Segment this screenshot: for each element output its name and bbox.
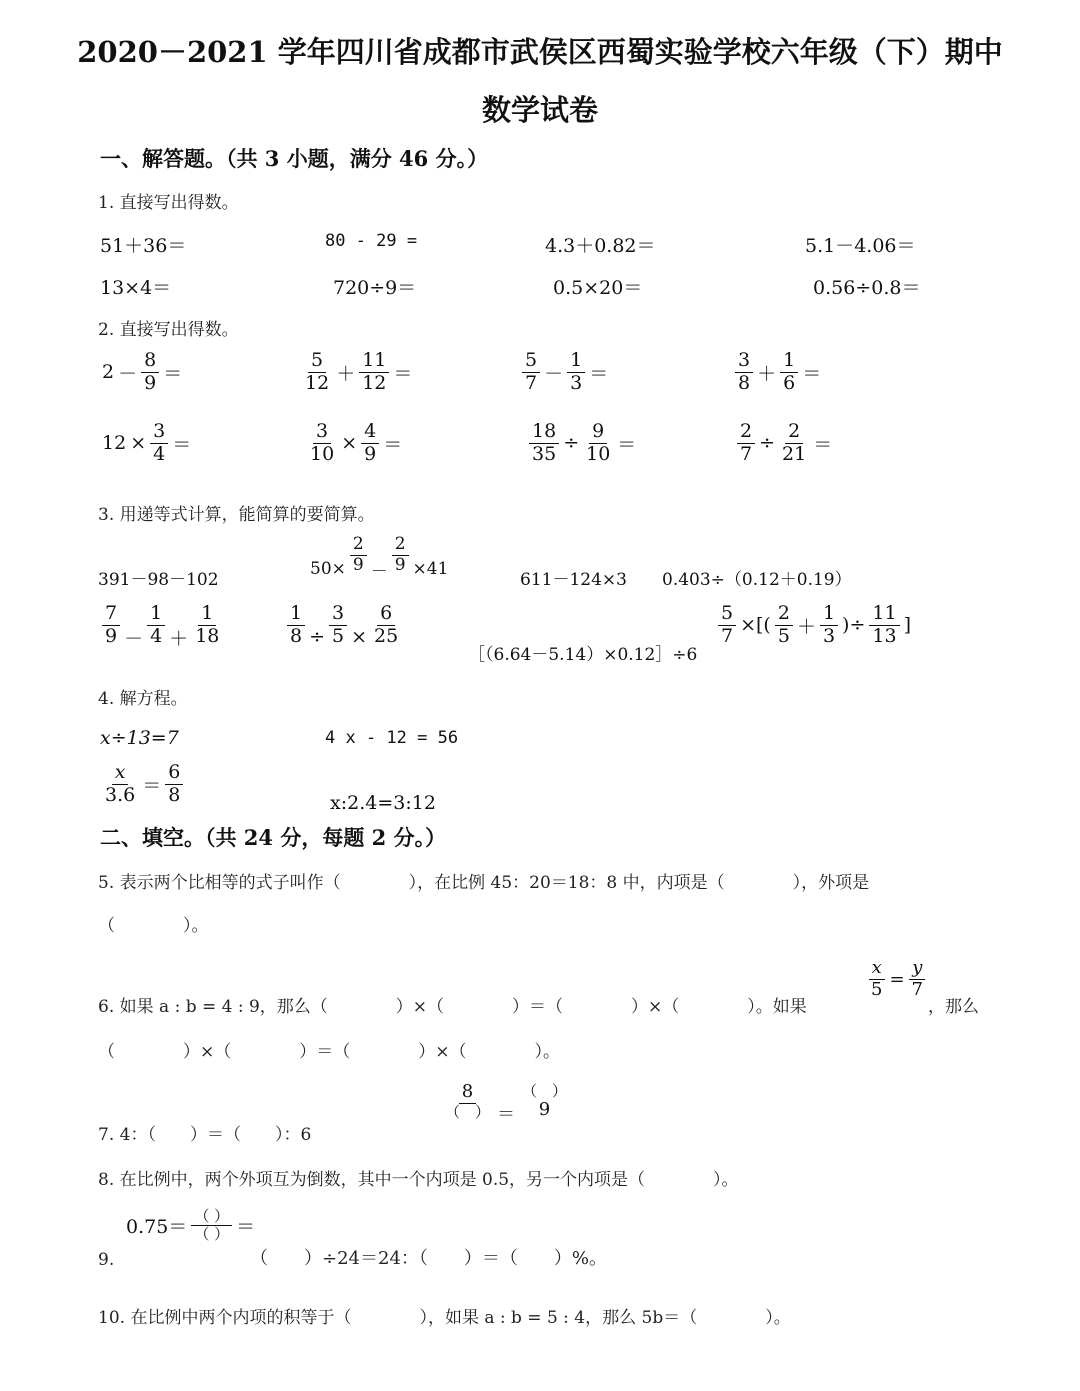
q2-e2-fraction-1 [302, 350, 332, 395]
q1-item-1: 51＋36＝ [100, 235, 187, 257]
q2-e4-fraction-1 [735, 350, 753, 395]
operator: ÷ [563, 432, 580, 455]
q2-expr-8 [735, 421, 834, 466]
q3-e8-fraction-2 [775, 603, 793, 648]
numerator: 1 [780, 350, 798, 373]
denominator: 10 [586, 442, 611, 465]
q1-item-3: 4.3＋0.82＝ [545, 235, 656, 257]
denominator: 9 [144, 371, 157, 394]
q6-after-text: ，那么 [928, 997, 979, 1017]
q4-e3-fraction-2 [165, 762, 183, 807]
q7-fraction-2 [519, 1083, 570, 1121]
denominator: 12 [362, 371, 387, 394]
equals-sign: ＝ [589, 362, 609, 385]
q2-e4-fraction-2 [780, 350, 798, 395]
denominator: 12 [305, 371, 330, 394]
q2-expr-7 [527, 421, 638, 466]
question-6-line-2: （ ）×（ ）＝（ ）×（ ）。 [98, 1042, 560, 1062]
question-4-label: 4. 解方程。 [98, 689, 188, 709]
q3-e6-fraction-1 [287, 603, 305, 648]
q3-e5-fraction-1 [102, 603, 120, 648]
denominator: 18 [195, 624, 220, 647]
question-9-number: 9. [98, 1250, 115, 1270]
integer: 12 [102, 432, 127, 455]
numerator: 9 [589, 421, 607, 444]
numerator: 7 [102, 603, 120, 626]
operator: － [124, 627, 144, 650]
q4-equation-4: x:2.4=3:12 [330, 792, 436, 814]
q2-e3-fraction-2 [567, 350, 585, 395]
prefix: 50× [310, 559, 346, 580]
q2-e8-fraction-2 [779, 421, 809, 466]
numerator: 6 [377, 603, 395, 626]
q6-proportion [866, 958, 928, 1000]
numerator: y [909, 958, 925, 980]
question-5-line-1: 5. 表示两个比相等的式子叫作（ ），在比例 45：20＝18：8 中，内项是（ ），外项是 [98, 873, 870, 893]
q1-item-2: 80 - 29 = [325, 231, 418, 251]
section-2-heading: 二、填空。（共 24 分，每题 2 分。） [100, 825, 447, 850]
numerator: 18 [529, 421, 559, 444]
numerator: 6 [165, 762, 183, 785]
q3-e8-fraction-4 [869, 603, 899, 648]
operator: ＋ [169, 627, 189, 650]
q3-e5-fraction-2 [147, 603, 165, 648]
q3-expr-6 [285, 603, 403, 648]
q1-item-4: 5.1－4.06＝ [805, 235, 916, 257]
question-7-text: 7. 4：（ ）＝（ ）：6 [98, 1125, 312, 1145]
q4-equation-2: 4 x - 12 = 56 [325, 728, 459, 748]
denominator: 5 [332, 624, 345, 647]
numerator: x [112, 762, 129, 785]
q3-expr-1: 391－98－102 [98, 570, 219, 590]
q3-expr-3: 611－124×3 [520, 570, 627, 590]
suffix: ×41 [412, 559, 449, 580]
q2-e8-fraction-1 [737, 421, 755, 466]
denominator: 8 [290, 624, 303, 647]
q2-e1-int: 2 [102, 361, 115, 384]
q3-expr-2 [308, 534, 450, 582]
operator: － [544, 362, 564, 385]
numerator: 5 [522, 350, 540, 373]
bracket-close: ] [903, 614, 911, 637]
q2-e1-fraction [141, 350, 159, 395]
q2-e3-fraction-1 [522, 350, 540, 395]
denominator: 5 [777, 624, 790, 647]
numerator: 5 [308, 350, 326, 373]
q3-expr-5 [100, 603, 224, 648]
equals-sign: = [889, 968, 905, 990]
denominator: 4 [150, 624, 163, 647]
numerator: 1 [820, 603, 838, 626]
q2-e7-fraction-2 [583, 421, 613, 466]
numerator: 2 [785, 421, 803, 444]
denominator: 7 [721, 624, 734, 647]
denominator: 9 [364, 442, 377, 465]
numerator: x [869, 958, 885, 980]
q6-fraction-y [909, 958, 926, 1000]
denominator: 21 [782, 442, 807, 465]
page-subtitle: 数学试卷 [481, 93, 598, 127]
denominator: 7 [740, 442, 753, 465]
question-2-label: 2. 直接写出得数。 [98, 320, 239, 340]
q7-fraction-1 [442, 1082, 493, 1121]
q1-item-6: 720÷9＝ [333, 277, 417, 299]
operator: ＋ [796, 615, 816, 638]
denominator: 9 [394, 554, 406, 575]
equals-sign: ＝ [172, 433, 192, 456]
q3-e6-fraction-3 [371, 603, 401, 648]
denominator: 8 [738, 371, 751, 394]
operator: × [351, 626, 368, 649]
q2-e5-fraction [150, 421, 168, 466]
numerator: 1 [287, 603, 305, 626]
equals-sign: ＝ [383, 433, 403, 456]
numerator: 3 [735, 350, 753, 373]
q1-item-5: 13×4＝ [100, 277, 172, 299]
numerator: 8 [459, 1082, 476, 1104]
q2-expr-5 [100, 421, 193, 466]
denominator: 7 [525, 371, 538, 394]
equals-sign: ＝ [393, 362, 413, 385]
operator: × [341, 432, 358, 455]
denominator: 8 [168, 783, 181, 806]
equals-sign: ＝ [142, 774, 162, 797]
q3-e6-fraction-2 [329, 603, 347, 648]
q2-expr-2 [300, 350, 414, 395]
denominator: 9 [538, 1098, 551, 1120]
q3-expr-4: 0.403÷（0.12＋0.19） [662, 570, 852, 590]
division: )÷ [842, 614, 866, 637]
equals-sign: ＝ [236, 1216, 256, 1239]
q3-e2-fraction-1 [350, 535, 367, 575]
operator: ＋ [757, 362, 777, 385]
denominator: 9 [352, 554, 364, 575]
equals-sign: ＝ [163, 362, 183, 385]
numerator: 11 [359, 350, 389, 373]
numerator: 2 [392, 535, 409, 556]
question-3-label: 3. 用递等式计算，能简算的要简算。 [98, 505, 375, 525]
equals-sign: ＝ [497, 1104, 516, 1126]
denominator: 4 [153, 442, 166, 465]
q2-expr-3 [520, 350, 610, 395]
operator: ÷ [759, 432, 776, 455]
denominator: 3 [822, 624, 836, 647]
numerator: 5 [718, 603, 736, 626]
q3-expr-7: ［（6.64－5.14）×0.12］÷6 [468, 645, 698, 665]
denominator: 5 [871, 978, 883, 1000]
q2-expr-4 [733, 350, 823, 395]
denominator: 9 [105, 624, 118, 647]
denominator: 6 [783, 371, 796, 394]
numerator: 2 [737, 421, 755, 444]
equals-sign: ＝ [617, 433, 637, 456]
operator: ÷ [309, 626, 326, 649]
numerator-blank[interactable]: （ ） [522, 1081, 568, 1100]
numerator: 11 [869, 603, 899, 626]
q1-item-8: 0.56÷0.8＝ [813, 277, 921, 299]
denominator: 25 [374, 624, 399, 647]
numerator: 4 [361, 421, 379, 444]
numerator: 2 [775, 603, 793, 626]
q6-fraction-x [868, 958, 885, 1000]
q3-e5-fraction-3 [192, 603, 222, 648]
q9-expression-start [124, 1208, 257, 1244]
numerator: 2 [350, 535, 367, 556]
numerator: 3 [329, 603, 347, 626]
question-1-label: 1. 直接写出得数。 [98, 193, 239, 213]
denominator-blank[interactable]: （ ） [445, 1102, 491, 1121]
numerator: 1 [198, 603, 216, 626]
numerator: 1 [567, 350, 585, 373]
question-8-text: 8. 在比例中，两个外项互为倒数，其中一个内项是 0.5，另一个内项是（ ）。 [98, 1170, 739, 1190]
numerator-blank[interactable]: （ ） [191, 1208, 232, 1226]
numerator: 8 [141, 350, 159, 373]
denominator: 10 [310, 442, 335, 465]
q3-e8-fraction-3 [820, 603, 838, 648]
q4-e3-fraction-1 [102, 762, 138, 807]
q2-e6-fraction-1 [307, 421, 337, 466]
operator: × [130, 432, 147, 455]
denominator: 3 [570, 371, 583, 394]
denominator-blank[interactable]: （ ） [194, 1225, 230, 1244]
operator: － [370, 561, 388, 582]
equals-sign: ＝ [813, 433, 833, 456]
q1-item-7: 0.5×20＝ [553, 277, 643, 299]
q2-e1-op: － [118, 362, 138, 385]
numerator: 1 [147, 603, 165, 626]
denominator: 7 [911, 978, 923, 1000]
q3-expr-8 [716, 603, 913, 648]
q9-fraction [191, 1208, 232, 1244]
denominator: 35 [532, 442, 557, 465]
q2-e2-fraction-2 [359, 350, 389, 395]
numerator: 3 [150, 421, 168, 444]
q3-e8-fraction-1 [718, 603, 736, 648]
operator: ＋ [336, 362, 356, 385]
page-title: 2020－2021 学年四川省成都市武侯区西蜀实验学校六年级（下）期中 [77, 35, 1003, 69]
q4-equation-3 [100, 762, 185, 807]
q2-e6-fraction-2 [361, 421, 379, 466]
denominator: 3.6 [105, 783, 136, 806]
section-1-heading: 一、解答题。（共 3 小题，满分 46 分。） [100, 146, 489, 171]
q2-expr-6 [305, 421, 404, 466]
question-6-line-1: 6. 如果 a : b = 4 : 9，那么（ ）×（ ）＝（ ）×（ ）。如果 [98, 997, 807, 1017]
decimal-value: 0.75＝ [126, 1216, 188, 1239]
equals-sign: ＝ [802, 362, 822, 385]
bracket-open: ×[( [740, 614, 771, 637]
q3-e2-fraction-2 [392, 535, 409, 575]
denominator: 13 [872, 624, 897, 647]
q7-fraction-equation [440, 1081, 572, 1126]
q4-equation-1: x÷13=7 [100, 727, 179, 749]
q2-e7-fraction-1 [529, 421, 559, 466]
q9-expression-rest: （ ）÷24＝24：（ ）＝（ ）%。 [250, 1248, 607, 1269]
question-10-text: 10. 在比例中两个内项的积等于（ ），如果 a : b = 5 : 4，那么 5b＝（ ）。 [98, 1308, 791, 1328]
numerator: 3 [313, 421, 331, 444]
q2-expr-1 [100, 350, 184, 395]
question-5-line-2: （ ）。 [98, 916, 209, 936]
